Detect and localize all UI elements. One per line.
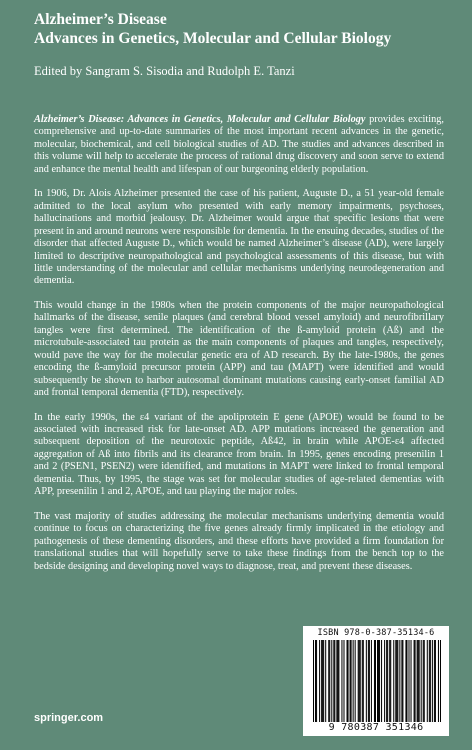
book-title (34, 10, 454, 48)
paragraph-1-book-title: Alzheimer’s Disease: Advances in Genetics, Molecular and Cellular Biology (34, 114, 366, 125)
publisher-url: springer.com (34, 712, 104, 724)
isbn-barcode-box (303, 626, 449, 736)
editors-line: Edited by Sangram S. Sisodia and Rudolph E. Tanzi (34, 64, 295, 78)
paragraph-1 (34, 114, 444, 176)
paragraph-4: In the early 1990s, the ε4 variant of the apoliprotein E gene (APOE) would be found to be associated with increased risk for late-onset AD. APP mutations increased the generation and subsequent deposition of the neurotoxic peptide, Aß42, in brain while APOE-ε4 affected aggregation of Aß into fibrils and its clearance from brain. In 1995, genes encoding presenilin 1 and 2 (PSEN1, PSEN2) were identified, and mutations in MAPT were linked to frontal temporal dementia. Thus, by 1995, the stage was set for molecular studies of age-related dementias with APP, presenilin 1 and 2, APOE, and tau playing the major roles. (34, 411, 444, 498)
title-line-1: Alzheimer’s Disease (34, 11, 167, 28)
barcode-digits: 9 780387 351346 (328, 722, 424, 733)
paragraph-5: The vast majority of studies addressing the molecular mechanisms underlying dementia would continue to focus on characterizing the five genes already firmly implicated in the etiology and pathogenesis of these dementing disorders, and these efforts have provided a firm foundation for translational studies that will hopefully serve to take these findings from the bench top to the bedside designing and developing novel ways to diagnose, treat, and prevent these diseases. (34, 510, 444, 572)
isbn-number: ISBN 978-0-387-35134-6 (317, 628, 435, 638)
paragraph-1-text: provides exciting, comprehensive and up-to-date summaries of the most important recent advances in the genetic, molecular, biochemical, and cell biological studies of AD. The studies and advances described in this volume will help to accelerate the process of rational drug discovery and soon serve to extend and enhance the mental health and lifespan of our burgeoning elderly population. (34, 114, 444, 175)
blurb (34, 114, 444, 585)
barcode-icon (313, 640, 441, 722)
paragraph-3: This would change in the 1980s when the protein components of the major neuropathological hallmarks of the disease, senile plaques (and cerebral blood vessel amyloid) and neurofibrillary tangles were first determined. The identification of the ß-amyloid protein (Aß) and the microtubule-associated tau protein as the main components of plaques and tangles, respectively, would pave the way for the molecular genetic era of AD research. By the late-1980s, the genes encoding the ß-amyloid precursor protein (APP) and tau (MAPT) were identified and would subsequently be shown to harbor autosomal dominant mutations causing early-onset familial AD and frontal temporal dementia (FTD), respectively. (34, 299, 444, 399)
title-line-2: Advances in Genetics, Molecular and Cellular Biology (34, 30, 392, 47)
paragraph-2: In 1906, Dr. Alois Alzheimer presented the case of his patient, Auguste D., a 51 year-old female admitted to the local asylum who presented with early memory impairments, psychoses, hallucinations and morbid jealousy. Dr. Alzheimer would argue that specific lesions that were present in and around neurons were responsible for dementia. In the ensuing decades, studies of the disorder that affected Auguste D., which would be named Alzheimer’s disease (AD), were largely limited to descriptive neuropathological and psychological assessments of this disease, but with little understanding of the molecular and cellular mechanisms underlying neurodegeneration and dementia. (34, 188, 444, 287)
